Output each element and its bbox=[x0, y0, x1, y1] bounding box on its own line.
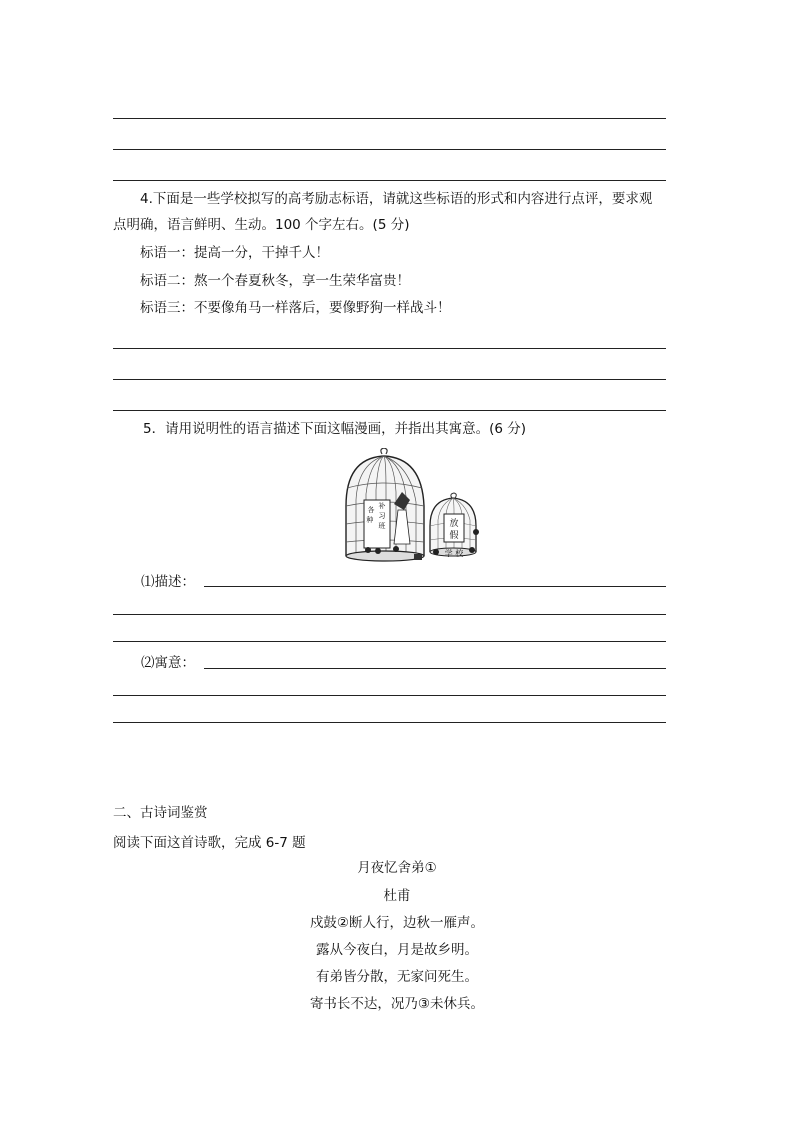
poem-author: 杜甫 bbox=[383, 888, 411, 904]
poem-line: 露从今夜白，月是故乡明。 bbox=[316, 942, 478, 958]
q5-prompt: 5．请用说明性的语言描述下面这幅漫画，并指出其寓意。(6 分) bbox=[143, 421, 527, 437]
poem-line: 有弟皆分散，无家问死生。 bbox=[316, 969, 478, 985]
poem-title: 月夜忆舍弟① bbox=[357, 860, 437, 876]
answer-line bbox=[113, 695, 666, 696]
poem-line: 寄书长不达，况乃③未休兵。 bbox=[309, 996, 485, 1012]
answer-line bbox=[113, 410, 666, 411]
q4-line2: 点明确，语言鲜明、生动。100 个字左右。(5 分) bbox=[113, 217, 410, 233]
answer-line bbox=[113, 348, 666, 349]
section-heading: 二、古诗词鉴赏 bbox=[113, 805, 208, 821]
answer-line bbox=[113, 118, 666, 119]
big-cage-sign: 各种 补习班 bbox=[366, 502, 386, 530]
meaning-label: ⑵寓意： bbox=[141, 655, 195, 671]
describe-label: ⑴描述： bbox=[141, 574, 195, 590]
answer-line bbox=[113, 149, 666, 150]
answer-line bbox=[113, 180, 666, 181]
section-instruction: 阅读下面这首诗歌，完成 6-7 题 bbox=[113, 835, 306, 851]
answer-line bbox=[113, 722, 666, 723]
answer-line bbox=[113, 379, 666, 380]
describe-answer-line[interactable] bbox=[204, 586, 666, 587]
slogan-2: 标语二：熬一个春夏秋冬，享一生荣华富贵！ bbox=[140, 273, 410, 289]
poem-line: 戍鼓②断人行，边秋一雁声。 bbox=[309, 915, 485, 931]
slogan-1: 标语一：提高一分，干掉千人！ bbox=[140, 245, 329, 261]
q4-line1: 4.下面是一些学校拟写的高考励志标语，请就这些标语的形式和内容进行点评，要求观 bbox=[140, 191, 653, 207]
small-cage-base-label: 学 校 bbox=[444, 549, 464, 558]
slogan-3: 标语三：不要像角马一样落后，要像野狗一样战斗！ bbox=[140, 300, 451, 316]
answer-line bbox=[113, 641, 666, 642]
birdcage-cartoon bbox=[338, 448, 488, 566]
small-cage-sign: 放假 bbox=[449, 519, 459, 541]
answer-line bbox=[113, 614, 666, 615]
meaning-answer-line[interactable] bbox=[204, 668, 666, 669]
